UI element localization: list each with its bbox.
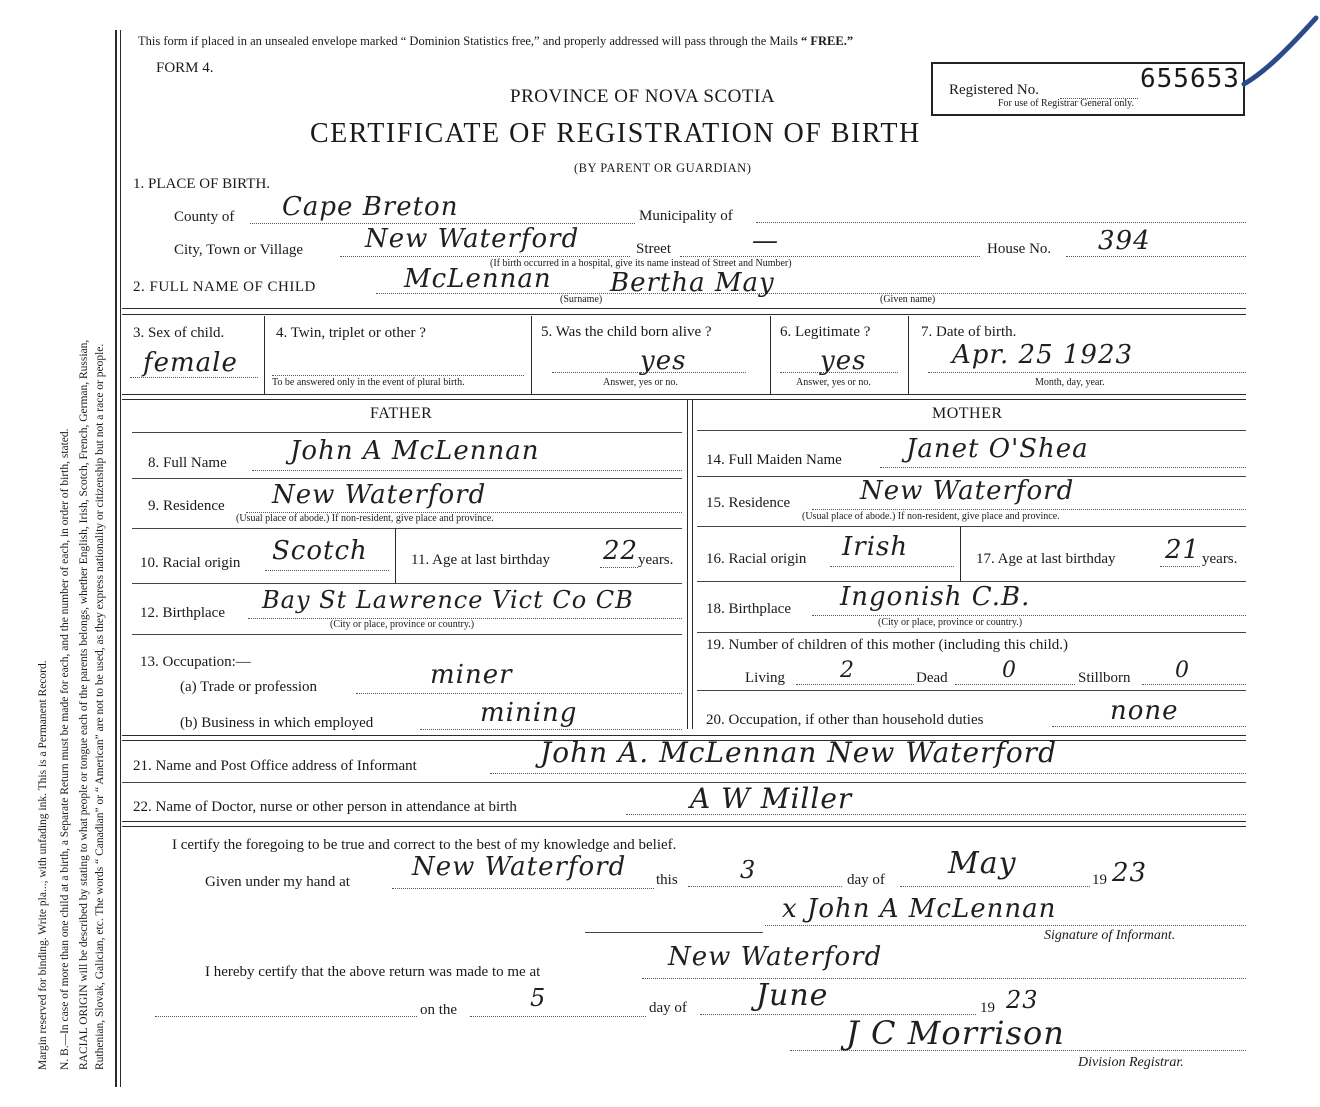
mother-name-dots	[880, 467, 1246, 468]
county-label: County of	[174, 209, 235, 225]
mother-racial-dots	[830, 566, 954, 567]
father-rule-1	[132, 478, 682, 479]
house-value: 394	[1098, 226, 1151, 256]
father-racial-label: 10. Racial origin	[140, 555, 241, 571]
mother-age-value: 21	[1165, 535, 1201, 565]
row3-sep-1	[264, 316, 265, 394]
registrar-year-value: 23	[1006, 986, 1039, 1014]
row3-sep-4	[908, 316, 909, 394]
twin-dots	[272, 375, 524, 376]
father-trade-dots	[356, 693, 682, 694]
dob-value: Apr. 25 1923	[952, 340, 1134, 370]
alive-value: yes	[640, 346, 687, 376]
city-value: New Waterford	[365, 224, 580, 254]
doctor-label: 22. Name of Doctor, nurse or other person in attendance at birth	[133, 799, 517, 815]
father-age-label: 11. Age at last birthday	[411, 552, 550, 568]
city-dots	[340, 256, 630, 257]
alive-label: 5. Was the child born alive ?	[541, 324, 712, 340]
given-name-caption: (Given name)	[880, 294, 936, 305]
informant-value: John A. McLennan New Waterford	[540, 736, 1057, 769]
registrar-year-prefix: 19	[980, 1000, 995, 1016]
hospital-note: (If birth occurred in a hospital, give its name instead of Street and Number)	[490, 258, 792, 269]
father-heading: FATHER	[370, 405, 433, 422]
house-dots	[1066, 256, 1246, 257]
day-dots	[688, 886, 842, 887]
father-residence-value: New Waterford	[272, 480, 487, 510]
father-rule-4	[132, 634, 682, 635]
informant-rule	[122, 782, 1246, 783]
divider-after-name-2	[122, 314, 1246, 315]
given-place-dots	[392, 888, 654, 889]
father-name-value: John A McLennan	[290, 436, 540, 466]
registered-number: 655653	[1140, 64, 1240, 94]
mother-birthplace-dots	[812, 615, 1246, 616]
legitimate-label: 6. Legitimate ?	[780, 324, 871, 340]
divider-before-certify	[122, 821, 1246, 822]
house-label: House No.	[987, 241, 1052, 257]
margin-note-racial-origin: RACIAL ORIGIN will be described by stating to what people or tongue each of the parents belongs, whether English, Irish, Scotch, French, German, Russian,	[78, 339, 90, 1070]
child-name-label: 2. FULL NAME OF CHILD	[133, 279, 316, 295]
certificate-title: CERTIFICATE OF REGISTRATION OF BIRTH	[310, 118, 921, 149]
mother-name-value: Janet O'Shea	[906, 434, 1089, 464]
mother-age-dots	[1160, 566, 1200, 567]
mother-heading-rule	[697, 430, 1246, 431]
given-place-value: New Waterford	[412, 852, 627, 882]
father-name-dots	[252, 470, 682, 471]
twin-note: To be answered only in the event of plural birth.	[272, 377, 465, 388]
mother-rule-2	[697, 526, 1246, 527]
mother-heading: MOTHER	[932, 405, 1003, 422]
street-value: —	[752, 226, 779, 256]
certify-month-value: May	[948, 846, 1017, 881]
mail-note-free: “ FREE.”	[801, 34, 854, 48]
mother-occupation-label: 20. Occupation, if other than household duties	[706, 712, 984, 728]
father-rule-2	[132, 528, 682, 529]
father-racial-sep	[395, 528, 396, 583]
father-occupation-label: 13. Occupation:—	[140, 654, 251, 670]
mother-occupation-dots	[1052, 726, 1246, 727]
father-residence-label: 9. Residence	[148, 498, 225, 514]
day-of-label: day of	[847, 872, 885, 888]
registrar-statement: I hereby certify that the above return was made to me at	[205, 964, 541, 980]
municipality-label: Municipality of	[639, 208, 733, 224]
living-value: 2	[840, 658, 855, 683]
father-birthplace-note: (City or place, province or country.)	[330, 619, 475, 630]
mother-age-label: 17. Age at last birthday	[976, 551, 1116, 567]
informant-signature-caption: Signature of Informant.	[1044, 928, 1176, 943]
mother-age-years: years.	[1202, 551, 1238, 567]
father-racial-value: Scotch	[272, 536, 368, 566]
mother-racial-label: 16. Racial origin	[706, 551, 807, 567]
father-birthplace-label: 12. Birthplace	[140, 605, 225, 621]
father-age-dots	[600, 567, 638, 568]
row3-sep-3	[770, 316, 771, 394]
dead-dots	[955, 684, 1075, 685]
father-age-value: 22	[603, 536, 639, 566]
alive-note: Answer, yes or no.	[603, 377, 678, 388]
certify-day-value: 3	[740, 856, 757, 884]
father-rule-3	[132, 583, 682, 584]
margin-note-binding: Margin reserved for binding. Write pla..., with unfading ink. This is a Permanent Record.	[37, 660, 49, 1070]
informant-signature: x John A McLennan	[782, 894, 1057, 924]
divider-before-parents	[122, 394, 1246, 395]
father-racial-dots	[265, 570, 389, 571]
mother-birthplace-value: Ingonish C.B.	[840, 582, 1031, 612]
parents-center-line	[687, 399, 688, 729]
father-age-years: years.	[638, 552, 674, 568]
mother-occupation-value: none	[1110, 696, 1179, 726]
street-dots	[680, 256, 980, 257]
month-dots	[900, 886, 1090, 887]
margin-note-separate-return: N. B.—In case of more than one child at a birth, a Separate Return must be made for each, and the number of each, in order of birth, stated.	[59, 428, 71, 1070]
alive-dots	[552, 372, 746, 373]
stillborn-value: 0	[1175, 658, 1190, 683]
row3-sep-2	[531, 316, 532, 394]
dead-label: Dead	[916, 670, 948, 686]
father-trade-value: miner	[430, 660, 513, 690]
doctor-value: A W Miller	[690, 782, 853, 815]
registrar-place-value: New Waterford	[668, 942, 883, 972]
mother-name-label: 14. Full Maiden Name	[706, 452, 842, 468]
municipality-dots	[756, 222, 1246, 223]
father-name-label: 8. Full Name	[148, 455, 227, 471]
mother-abode-note: (Usual place of abode.) If non-resident, give place and province.	[802, 511, 1060, 522]
father-business-dots	[420, 729, 682, 730]
dob-label: 7. Date of birth.	[921, 324, 1017, 340]
mother-residence-label: 15. Residence	[706, 495, 791, 511]
sex-value: female	[143, 348, 238, 378]
place-of-birth-label: 1. PLACE OF BIRTH.	[133, 176, 271, 192]
legitimate-dots	[780, 372, 898, 373]
form-number: FORM 4.	[156, 60, 214, 76]
surname-caption: (Surname)	[560, 294, 603, 305]
living-label: Living	[745, 670, 785, 686]
mail-note-text: This form if placed in an unsealed envelope marked “ Dominion Statistics free,” and properly addressed will pass through the Mails	[138, 34, 798, 48]
mother-residence-value: New Waterford	[860, 476, 1075, 506]
divider-before-parents-2	[122, 399, 1246, 400]
registrar-use-note: For use of Registrar General only.	[998, 98, 1134, 109]
registrar-place-dots	[642, 978, 1246, 979]
registrar-left-dots	[155, 1016, 417, 1017]
mother-rule-5	[697, 690, 1246, 691]
informant-label: 21. Name and Post Office address of Informant	[133, 758, 417, 774]
registrar-caption: Division Registrar.	[1078, 1055, 1184, 1070]
signature-short-line	[585, 932, 763, 933]
blue-check-mark	[1240, 14, 1320, 94]
informant-dots	[490, 773, 1246, 774]
county-value: Cape Breton	[282, 192, 459, 222]
divider-after-name	[122, 308, 1246, 309]
informant-signature-dots	[765, 925, 1246, 926]
legitimate-value: yes	[820, 346, 867, 376]
sex-label: 3. Sex of child.	[133, 325, 225, 341]
certify-year-value: 23	[1112, 858, 1148, 888]
dead-value: 0	[1002, 658, 1017, 683]
mother-birthplace-label: 18. Birthplace	[706, 601, 791, 617]
sex-dots	[130, 377, 258, 378]
given-under-label: Given under my hand at	[205, 874, 350, 890]
divider-before-certify-2	[122, 826, 1246, 827]
father-birthplace-value: Bay St Lawrence Vict Co CB	[262, 586, 634, 614]
certificate-subtitle: (BY PARENT OR GUARDIAN)	[574, 161, 752, 175]
child-surname: McLennan	[404, 264, 552, 294]
father-business-label: (b) Business in which employed	[180, 715, 374, 731]
father-business-value: mining	[480, 698, 578, 728]
province-heading: PROVINCE OF NOVA SCOTIA	[510, 86, 776, 107]
city-label: City, Town or Village	[174, 242, 304, 258]
registrar-day-of-label: day of	[649, 1000, 687, 1016]
stillborn-label: Stillborn	[1078, 670, 1131, 686]
legitimate-note: Answer, yes or no.	[796, 377, 871, 388]
twin-label: 4. Twin, triplet or other ?	[276, 325, 426, 341]
parents-center-line-2	[692, 399, 693, 729]
left-border	[115, 30, 117, 1087]
street-label: Street	[636, 241, 671, 257]
this-label: this	[656, 872, 678, 888]
dob-dots	[928, 372, 1246, 373]
stillborn-dots	[1142, 684, 1246, 685]
registered-label: Registered No.	[949, 82, 1039, 98]
child-given-name: Bertha May	[610, 268, 775, 298]
mail-note	[138, 34, 853, 49]
mother-racial-value: Irish	[842, 532, 909, 562]
certify-statement: I certify the foregoing to be true and correct to the best of my knowledge and belief.	[172, 837, 677, 853]
certify-year-prefix: 19	[1092, 872, 1107, 888]
father-heading-rule	[132, 432, 682, 433]
mother-rule-4	[697, 632, 1246, 633]
registrar-month-value: June	[756, 978, 829, 1013]
mother-children-label: 19. Number of children of this mother (including this child.)	[706, 637, 1069, 653]
mother-birthplace-note: (City or place, province or country.)	[878, 617, 1023, 628]
registrar-signature: J C Morrison	[846, 1014, 1065, 1052]
registrar-day-value: 5	[530, 984, 547, 1012]
living-dots	[796, 684, 914, 685]
mother-residence-dots	[812, 509, 1246, 510]
father-abode-note: (Usual place of abode.) If non-resident, give place and province.	[236, 513, 494, 524]
father-trade-label: (a) Trade or profession	[180, 679, 318, 695]
margin-note-racial-origin-cont: Ruthenian, Slovak, Galician, etc. The words “ Canadian” or “ American” are not to be used, as they express nationality or citizenship but not a race or people.	[94, 343, 106, 1070]
on-the-label: on the	[420, 1002, 458, 1018]
left-border-inner	[120, 30, 121, 1087]
mother-racial-sep	[960, 526, 961, 581]
registrar-day-dots	[470, 1016, 646, 1017]
dob-note: Month, day, year.	[1035, 377, 1105, 388]
